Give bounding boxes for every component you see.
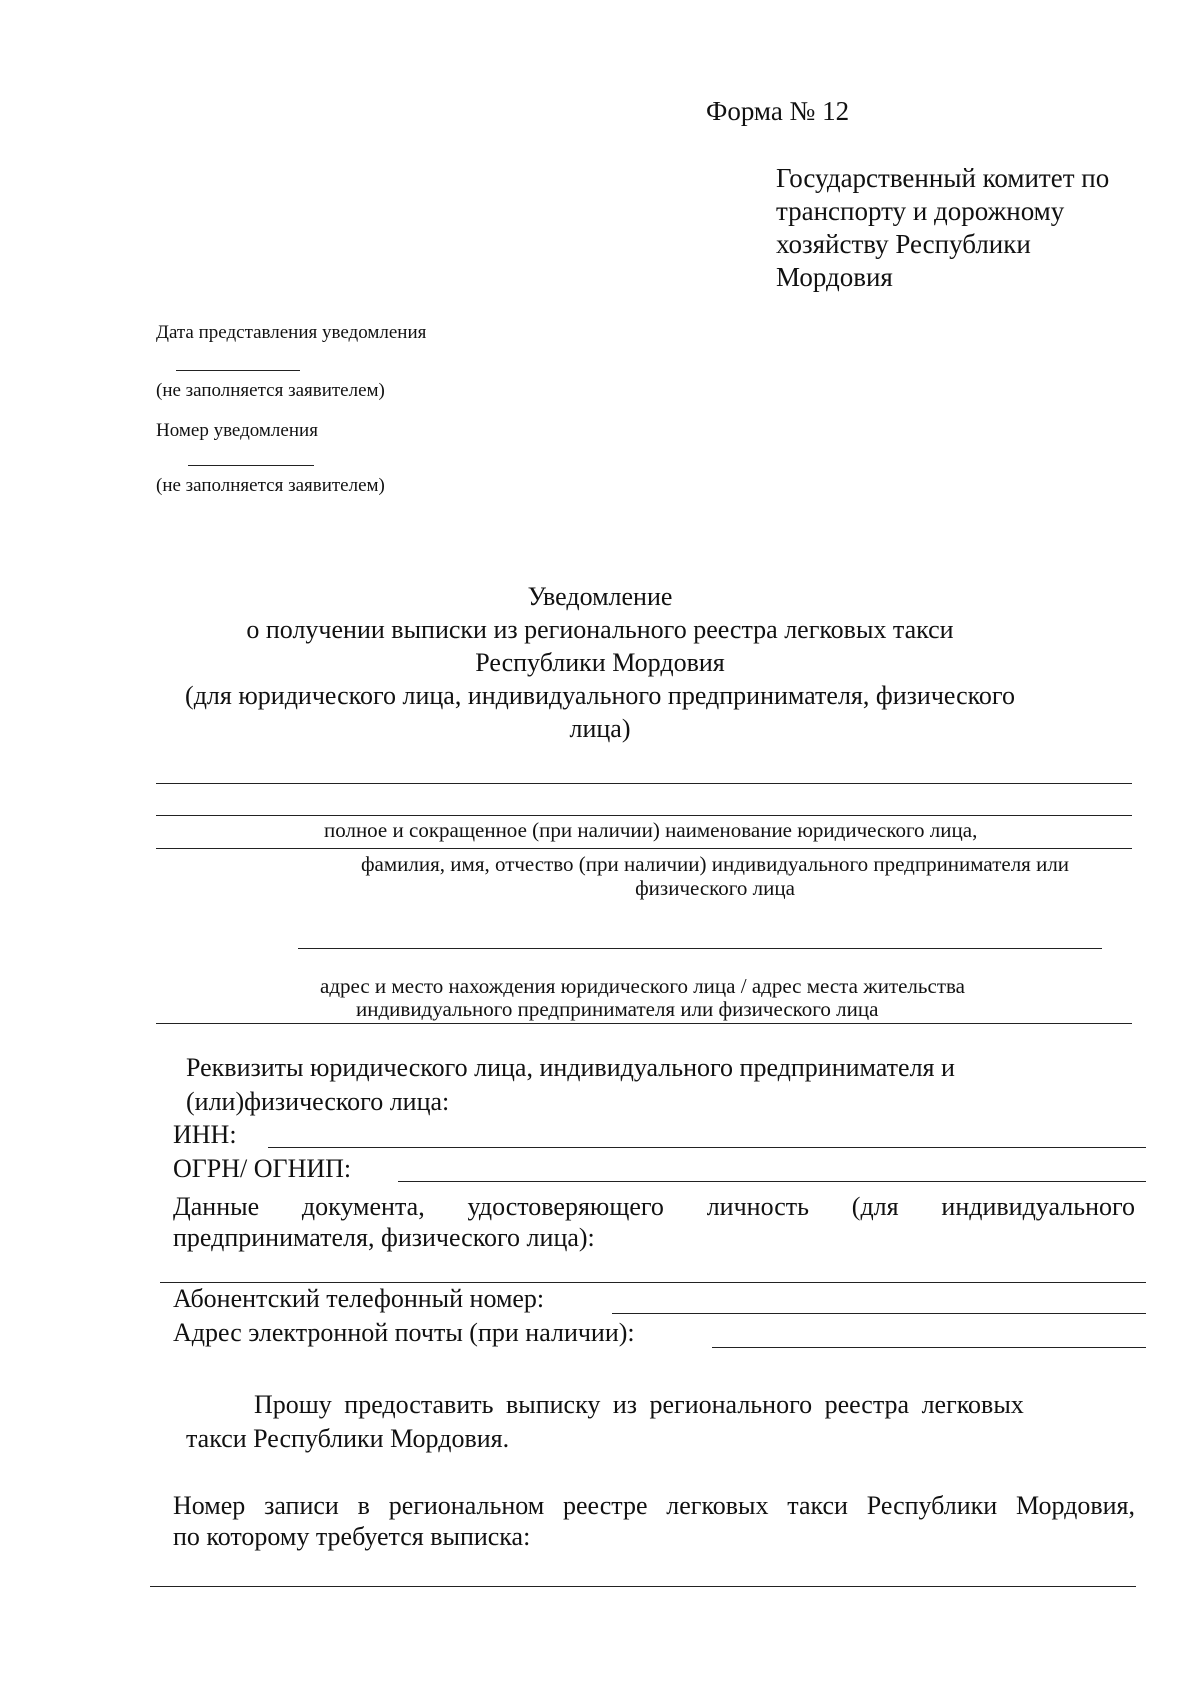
document-subtitle: лица): [569, 714, 631, 743]
name-field-line[interactable]: [156, 848, 1132, 849]
address-field-line[interactable]: [298, 948, 1102, 949]
inn-field[interactable]: [268, 1147, 1146, 1148]
ogrn-label: ОГРН/ ОГНИП:: [173, 1154, 352, 1183]
document-subtitle: Республики Мордовия: [475, 648, 725, 677]
name-field-line[interactable]: [156, 783, 1132, 784]
phone-field[interactable]: [612, 1313, 1146, 1314]
request-text: такси Республики Мордовия.: [186, 1424, 510, 1453]
requisites-heading: Реквизиты юридического лица, индивидуального предпринимателя и: [186, 1053, 955, 1082]
id-document-label: предпринимателя, физического лица):: [173, 1223, 595, 1252]
record-number-field[interactable]: [150, 1586, 1136, 1587]
submission-date-label: Дата представления уведомления: [156, 322, 427, 343]
not-filled-note: (не заполняется заявителем): [156, 475, 385, 496]
submission-date-field[interactable]: [176, 370, 300, 371]
address-field-line[interactable]: [156, 1023, 1132, 1024]
address-caption: адрес и место нахождения юридического лица / адрес места жительства: [320, 974, 965, 998]
recipient-line: Мордовия: [776, 262, 893, 292]
name-caption: физического лица: [635, 876, 795, 900]
document-subtitle: (для юридического лица, индивидуального предпринимателя, физического: [185, 681, 1015, 710]
notice-number-field[interactable]: [188, 465, 314, 466]
email-label: Адрес электронной почты (при наличии):: [173, 1318, 635, 1347]
notice-number-label: Номер уведомления: [156, 420, 318, 441]
document-subtitle: о получении выписки из регионального реестра легковых такси: [246, 615, 954, 644]
name-field-line[interactable]: [156, 815, 1132, 816]
name-caption: фамилия, имя, отчество (при наличии) индивидуального предпринимателя или: [360, 852, 1070, 876]
phone-label: Абонентский телефонный номер:: [173, 1284, 545, 1313]
ogrn-field[interactable]: [398, 1181, 1146, 1182]
form-number: Форма № 12: [706, 96, 850, 126]
inn-label: ИНН:: [173, 1120, 237, 1149]
record-number-label: по которому требуется выписка:: [173, 1522, 531, 1551]
address-caption: индивидуального предпринимателя или физического лица: [356, 997, 879, 1021]
id-document-field[interactable]: [160, 1282, 1146, 1283]
recipient-line: транспорту и дорожному: [776, 196, 1065, 226]
requisites-heading: (или)физического лица:: [186, 1087, 450, 1116]
not-filled-note: (не заполняется заявителем): [156, 380, 385, 401]
request-text: Прошу предоставить выписку из регионального реестра легковых: [254, 1390, 1024, 1419]
name-caption: полное и сокращенное (при наличии) наименование юридического лица,: [324, 818, 978, 842]
document-title: Уведомление: [527, 582, 673, 611]
record-number-label: Номер записи в региональном реестре легковых такси Республики Мордовия,: [173, 1491, 1135, 1520]
recipient-block: [776, 162, 1156, 294]
email-field[interactable]: [712, 1347, 1146, 1348]
recipient-line: Государственный комитет по: [776, 163, 1110, 193]
id-document-label: Данные документа, удостоверяющего личность (для индивидуального: [173, 1192, 1135, 1221]
recipient-line: хозяйству Республики: [776, 229, 1031, 259]
